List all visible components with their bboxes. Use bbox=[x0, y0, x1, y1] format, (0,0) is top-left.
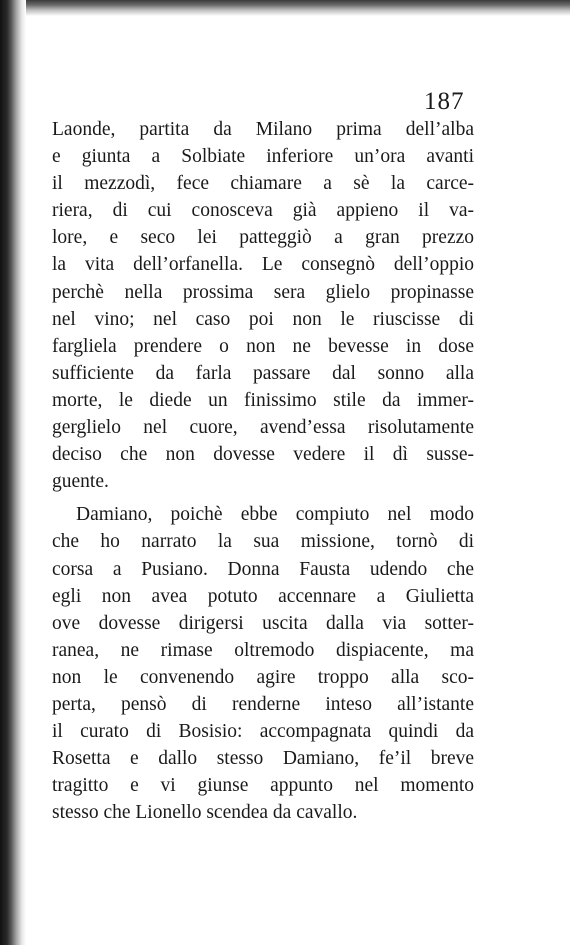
text-line: morte, le diede un finissimo stile da immer- bbox=[52, 389, 474, 411]
text-line: egli non avea potuto accennare a Giulietta bbox=[52, 585, 474, 607]
text-line: il mezzodì, fece chiamare a sè la carce- bbox=[52, 173, 474, 195]
text-line: nel vino; nel caso poi non le riuscisse di bbox=[52, 308, 474, 330]
paragraph bbox=[52, 116, 474, 495]
text-line: Laonde, partita da Milano prima dell’alba bbox=[52, 119, 474, 140]
text-line: stesso che Lionello scendea da cavallo. bbox=[52, 802, 358, 824]
text-line: Damiano, poichè ebbe compiuto nel modo bbox=[76, 504, 474, 526]
text-line: la vita dell’orfanella. Le consegnò dell’oppio bbox=[52, 254, 474, 276]
text-line: riera, di cui conosceva già appieno il va- bbox=[52, 200, 474, 222]
text-line: lore, e seco lei patteggiò a gran prezzo bbox=[52, 227, 474, 249]
text-line: perta, pensò di renderne inteso all’istante bbox=[52, 693, 474, 715]
text-line: fargliela prendere o non ne bevesse in dose bbox=[52, 335, 474, 357]
text-line: Rosetta e dallo stesso Damiano, fe’il breve bbox=[52, 748, 474, 770]
text-line: corsa a Pusiano. Donna Fausta udendo che bbox=[52, 558, 474, 580]
text-line: non le convenendo agire troppo alla sco- bbox=[52, 666, 474, 688]
text-line: e giunta a Solbiate inferiore un’ora avanti bbox=[52, 146, 474, 168]
text-line: che ho narrato la sua missione, tornò di bbox=[52, 531, 474, 553]
text-line: perchè nella prossima sera glielo propinasse bbox=[52, 281, 474, 303]
text-line: ove dovesse dirigersi uscita dalla via sotter- bbox=[52, 612, 474, 634]
paragraph bbox=[52, 501, 474, 826]
text-line: deciso che non dovesse vedere il dì susse- bbox=[52, 444, 474, 466]
page-number: 187 bbox=[424, 88, 465, 115]
text-line: tragitto e vi giunse appunto nel momento bbox=[52, 775, 474, 797]
page-body bbox=[52, 116, 474, 826]
book-spine-shadow bbox=[0, 0, 26, 945]
text-line: il curato di Bosisio: accompagnata quindi da bbox=[52, 721, 474, 743]
text-line: guente. bbox=[52, 471, 109, 493]
text-line: gerglielo nel cuore, avend’essa risolutamente bbox=[52, 417, 474, 439]
text-line: ranea, ne rimase oltremodo dispiacente, ma bbox=[52, 639, 474, 661]
page-top-shadow bbox=[0, 0, 570, 16]
text-line: sufficiente da farla passare dal sonno alla bbox=[52, 362, 474, 384]
